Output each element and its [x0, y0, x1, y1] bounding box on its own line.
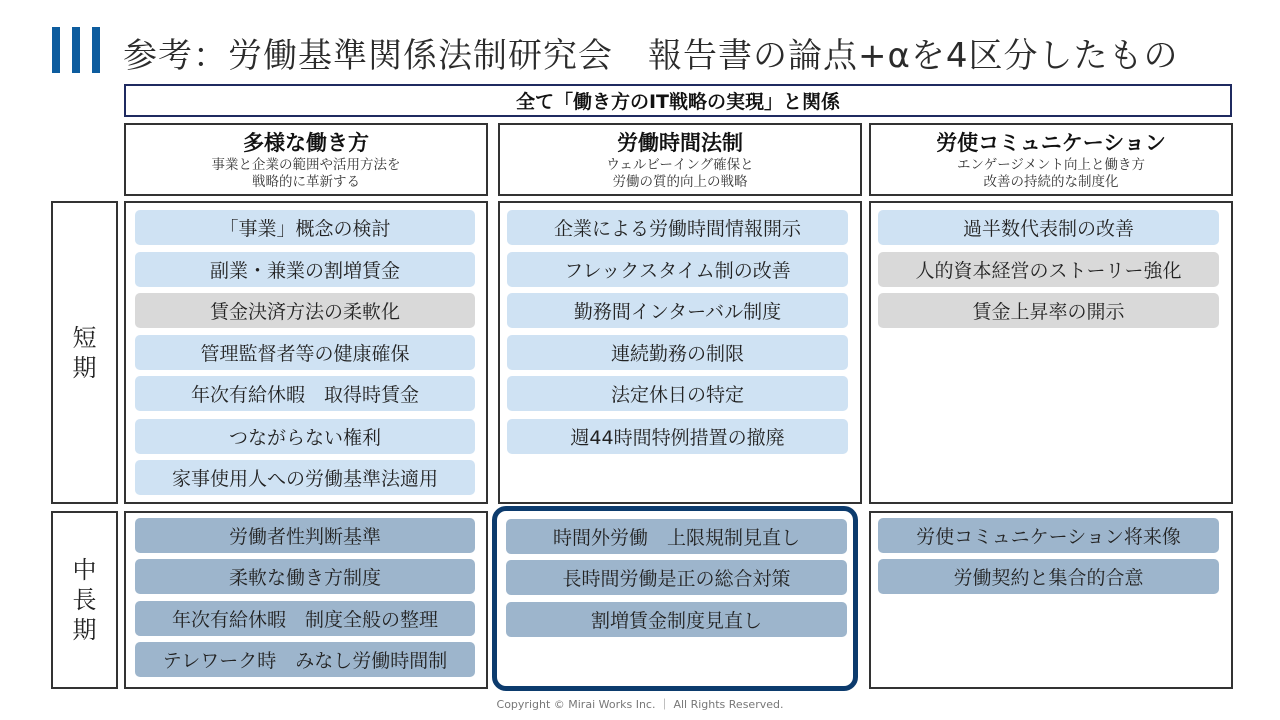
- cell-short-col1: [124, 201, 488, 504]
- list-item: 人的資本経営のストーリー強化: [878, 252, 1219, 287]
- list-item: 法定休日の特定: [507, 376, 848, 411]
- list-item: 時間外労働 上限規制見直し: [506, 519, 847, 554]
- row-label-text: 中長期: [72, 556, 97, 644]
- list-item: 長時間労働是正の総合対策: [506, 560, 847, 595]
- column-header-labor-communication: [869, 123, 1233, 196]
- row-label-short-term: [51, 201, 118, 504]
- list-item: 「事業」概念の検討: [135, 210, 475, 245]
- cell-short-col2: [498, 201, 862, 504]
- column-title: 多様な働き方: [243, 131, 369, 155]
- column-subtitle-line2: 労働の質的向上の戦略: [612, 174, 748, 190]
- list-item: 管理監督者等の健康確保: [135, 335, 475, 370]
- list-item: 割増賃金制度見直し: [506, 602, 847, 637]
- company-logo: [52, 27, 100, 73]
- banner: 全て「働き方のIT戦略の実現」と関係: [124, 84, 1232, 117]
- list-item: 賃金決済方法の柔軟化: [135, 293, 475, 328]
- list-item: 年次有給休暇 取得時賃金: [135, 376, 475, 411]
- list-item: 賃金上昇率の開示: [878, 293, 1219, 328]
- cell-long-col3: [869, 511, 1233, 689]
- cell-long-col1: [124, 511, 488, 689]
- column-header-diverse-work: [124, 123, 488, 196]
- list-item: 柔軟な働き方制度: [135, 559, 475, 594]
- column-header-working-hours: [498, 123, 862, 196]
- list-item: フレックスタイム制の改善: [507, 252, 848, 287]
- list-item: テレワーク時 みなし労働時間制: [135, 642, 475, 677]
- copyright-footer: Copyright © Mirai Works Inc. ｜ All Rights Reserved.: [496, 698, 784, 711]
- list-item: 過半数代表制の改善: [878, 210, 1219, 245]
- list-item: つながらない権利: [135, 419, 475, 454]
- row-label-long-term: [51, 511, 118, 689]
- cell-short-col3: [869, 201, 1233, 504]
- list-item: 年次有給休暇 制度全般の整理: [135, 601, 475, 636]
- cell-long-col2-highlight: [492, 506, 858, 691]
- list-item: 企業による労働時間情報開示: [507, 210, 848, 245]
- list-item: 労働契約と集合的合意: [878, 559, 1219, 594]
- column-subtitle-line2: 戦略的に革新する: [252, 174, 360, 190]
- list-item: 週44時間特例措置の撤廃: [507, 419, 848, 454]
- list-item: 家事使用人への労働基準法適用: [135, 460, 475, 495]
- page-title: 参考：労働基準関係法制研究会 報告書の論点+αを4区分したもの: [123, 36, 1179, 76]
- column-subtitle-line1: ウェルビーイング確保と: [606, 157, 754, 173]
- list-item: 勤務間インターバル制度: [507, 293, 848, 328]
- row-label-text: 短期: [72, 323, 97, 382]
- column-subtitle-line2: 改善の持続的な制度化: [983, 174, 1119, 190]
- column-title: 労使コミュニケーション: [936, 131, 1166, 155]
- column-subtitle-line1: エンゲージメント向上と働き方: [956, 157, 1146, 173]
- list-item: 副業・兼業の割増賃金: [135, 252, 475, 287]
- column-title: 労働時間法制: [617, 131, 743, 155]
- list-item: 労使コミュニケーション将来像: [878, 518, 1219, 553]
- column-subtitle-line1: 事業と企業の範囲や活用方法を: [211, 157, 401, 173]
- list-item: 連続勤務の制限: [507, 335, 848, 370]
- list-item: 労働者性判断基準: [135, 518, 475, 553]
